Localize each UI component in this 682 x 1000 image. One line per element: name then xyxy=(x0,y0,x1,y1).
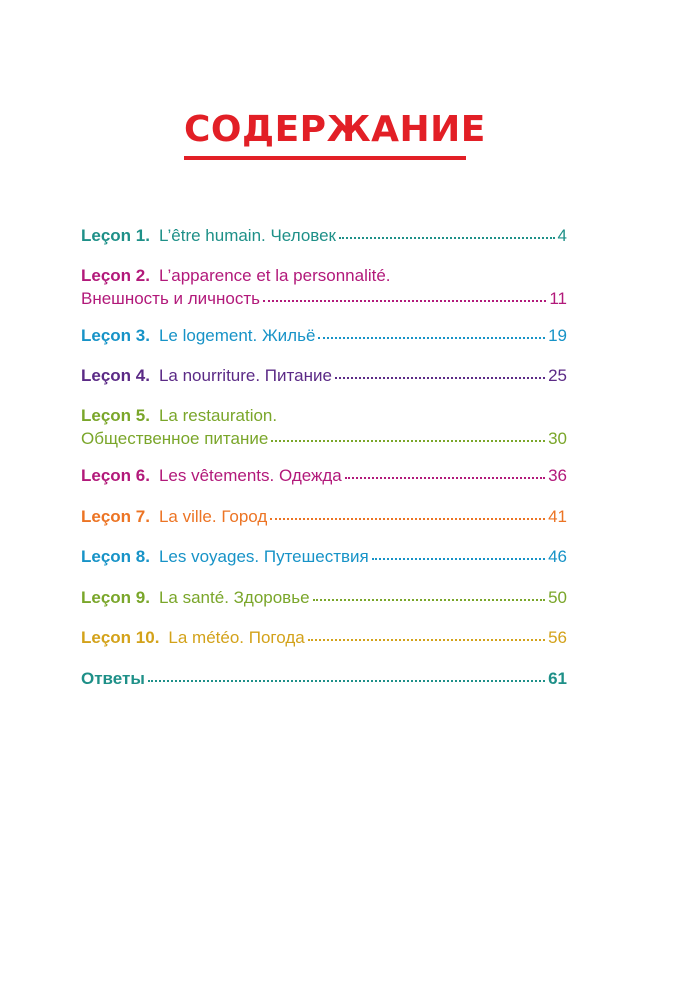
toc-entry-line xyxy=(81,404,567,427)
lesson-label: Leçon 2. xyxy=(81,266,150,285)
toc-entry-title: Le logement. Жильё xyxy=(158,326,316,345)
dot-leader xyxy=(263,299,546,302)
dot-leader xyxy=(271,439,545,442)
toc-entry-line xyxy=(81,586,567,609)
toc-entry-line xyxy=(81,464,567,487)
lesson-label: Leçon 9. xyxy=(81,588,150,607)
dot-leader xyxy=(308,638,545,641)
toc-entry-title: Ответы xyxy=(81,669,145,688)
page-number: 36 xyxy=(548,466,567,485)
toc-entry[interactable] xyxy=(81,324,567,347)
toc-entry-title: La restauration. xyxy=(158,406,278,425)
toc-entry[interactable] xyxy=(81,667,567,690)
dot-leader xyxy=(313,598,546,601)
dot-leader xyxy=(318,336,545,339)
lesson-label: Leçon 6. xyxy=(81,466,150,485)
toc-entry-line xyxy=(81,427,567,450)
toc-entry[interactable] xyxy=(81,545,567,568)
page-number: 30 xyxy=(548,429,567,448)
dot-leader xyxy=(339,236,555,239)
lesson-label: Leçon 3. xyxy=(81,326,150,345)
toc-entry-title: La ville. Город xyxy=(158,507,268,526)
lesson-label: Leçon 10. xyxy=(81,628,160,647)
dot-leader xyxy=(335,376,545,379)
dot-leader xyxy=(148,679,545,682)
page-number: 56 xyxy=(548,628,567,647)
page-number: 11 xyxy=(549,289,567,308)
lesson-label: Leçon 5. xyxy=(81,406,150,425)
toc-entry[interactable] xyxy=(81,464,567,487)
toc-entry[interactable] xyxy=(81,505,567,528)
toc-entry-title: La santé. Здоровье xyxy=(158,588,310,607)
page-title-block xyxy=(184,108,486,160)
toc-entry-line xyxy=(81,626,567,649)
toc-entry[interactable] xyxy=(81,264,567,310)
lesson-label: Leçon 1. xyxy=(81,226,150,245)
toc-entry-title: Les vêtements. Одежда xyxy=(158,466,342,485)
toc-entry-title: La nourriture. Питание xyxy=(158,366,332,385)
page-number: 4 xyxy=(557,226,567,245)
page-number: 50 xyxy=(548,588,567,607)
toc-entry-title: Les voyages. Путешествия xyxy=(158,547,369,566)
toc-entry[interactable] xyxy=(81,626,567,649)
lesson-label: Leçon 8. xyxy=(81,547,150,566)
toc-entry-title: L’apparence et la personnalité. xyxy=(158,266,391,285)
toc-entry[interactable] xyxy=(81,364,567,387)
toc-entry-title: La météo. Погода xyxy=(168,628,305,647)
toc-entry-line xyxy=(81,545,567,568)
toc-entry-line xyxy=(81,264,567,287)
toc-entry-line xyxy=(81,364,567,387)
toc-entry-line xyxy=(81,287,567,310)
toc-entry[interactable] xyxy=(81,404,567,450)
toc-entry-subtitle: Внешность и личность xyxy=(81,289,261,308)
page-title: СОДЕРЖАНИЕ xyxy=(184,109,486,150)
dot-leader xyxy=(345,476,545,479)
toc-entry[interactable] xyxy=(81,586,567,609)
toc-entry-line xyxy=(81,324,567,347)
toc-entry-title: L’être humain. Человек xyxy=(158,226,336,245)
lesson-label: Leçon 7. xyxy=(81,507,150,526)
lesson-label: Leçon 4. xyxy=(81,366,150,385)
page-number: 46 xyxy=(548,547,567,566)
title-underline xyxy=(184,156,466,160)
toc-entry-line xyxy=(81,224,567,247)
page-number: 19 xyxy=(548,326,567,345)
toc-entry-line xyxy=(81,667,567,690)
page-number: 25 xyxy=(548,366,567,385)
page-number: 41 xyxy=(548,507,567,526)
toc-entry[interactable] xyxy=(81,224,567,247)
dot-leader xyxy=(270,517,545,520)
toc-entry-line xyxy=(81,505,567,528)
page-number: 61 xyxy=(548,669,567,688)
toc-entry-subtitle: Общественное питание xyxy=(81,429,269,448)
dot-leader xyxy=(372,557,545,560)
